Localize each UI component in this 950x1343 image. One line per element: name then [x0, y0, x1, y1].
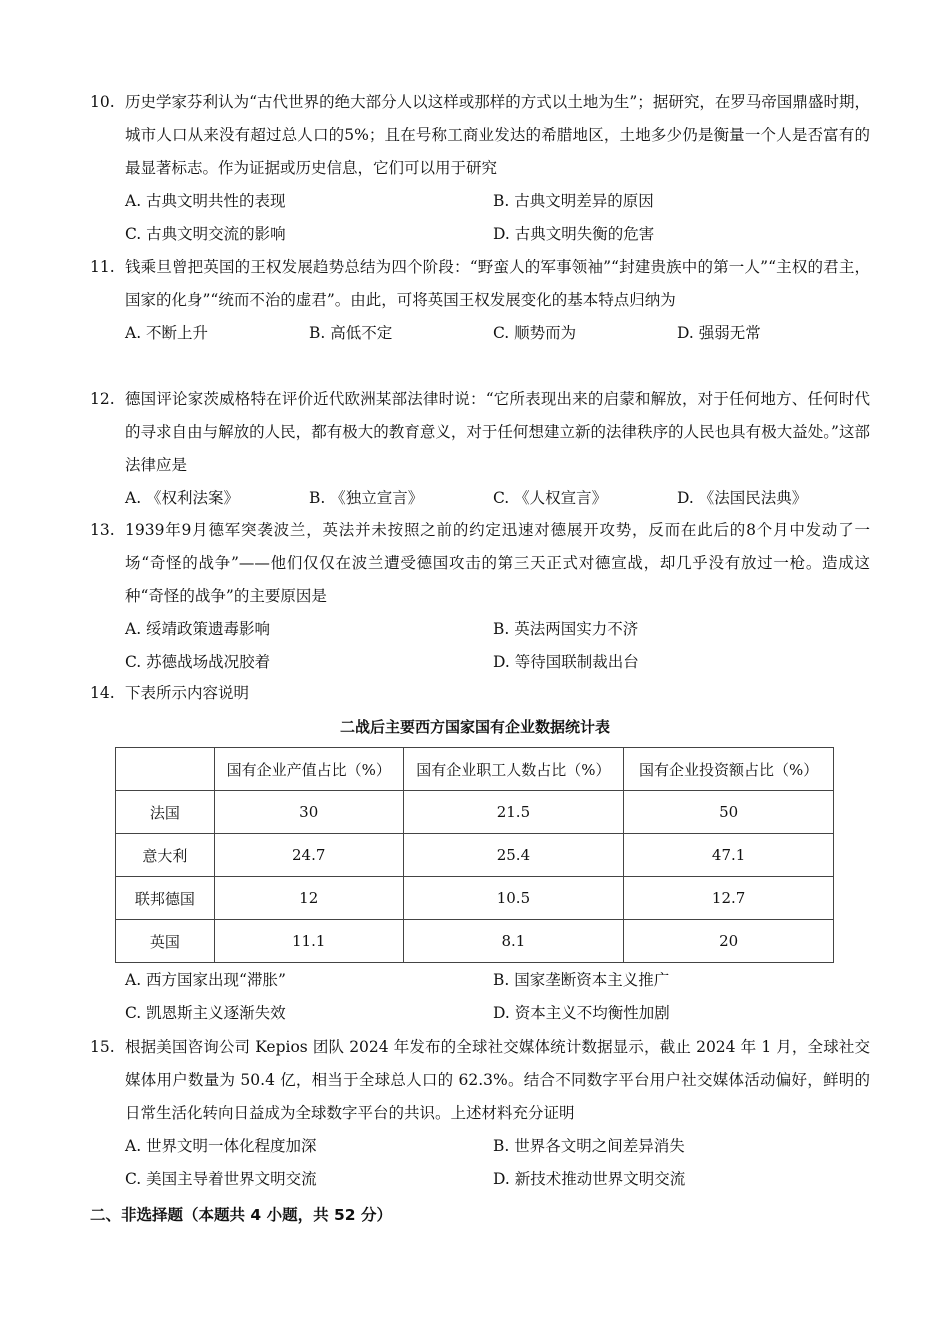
table-header-corner [116, 748, 215, 791]
table-cell-country: 法国 [116, 791, 215, 834]
options-row [125, 317, 870, 350]
table-cell: 24.7 [214, 834, 403, 877]
question-text: 德国评论家茨威格特在评价近代欧洲某部法律时说：“它所表现出来的启蒙和解放，对于任何地方、任何时代的寻求自由与解放的人民，都有极大的教育意义，对于任何想建立新的法律秩序的人民也具有极大益处。”这部法律应是 [125, 390, 870, 474]
option-c: C. 苏德战场战况胶着 [125, 653, 271, 671]
table-cell: 50 [624, 791, 834, 834]
option-b: B. 古典文明差异的原因 [493, 192, 654, 210]
question-text: 下表所示内容说明 [125, 684, 250, 702]
options-row [125, 482, 870, 515]
table-cell: 25.4 [403, 834, 624, 877]
options-row [125, 646, 870, 679]
option-a: A. 古典文明共性的表现 [125, 192, 286, 210]
table-row [116, 920, 834, 963]
table-cell: 8.1 [403, 920, 624, 963]
options-row [125, 964, 870, 997]
table-cell: 20 [624, 920, 834, 963]
table-title: 二战后主要西方国家国有企业数据统计表 [339, 718, 610, 736]
option-a: A. 《权利法案》 [125, 489, 240, 507]
table-cell: 10.5 [403, 877, 624, 920]
table-cell: 30 [214, 791, 403, 834]
option-c: C. 凯恩斯主义逐渐失效 [125, 1004, 286, 1022]
option-b: B. 高低不定 [309, 324, 393, 342]
options-row [125, 185, 870, 218]
option-a: A. 不断上升 [125, 324, 209, 342]
table-cell: 12.7 [624, 877, 834, 920]
options-row [125, 997, 870, 1030]
table-cell: 21.5 [403, 791, 624, 834]
data-table [115, 747, 834, 963]
option-b: B. 《独立宣言》 [309, 489, 424, 507]
option-d: D. 新技术推动世界文明交流 [493, 1170, 686, 1188]
option-d: D. 等待国联制裁出台 [493, 653, 639, 671]
question-14-options [90, 964, 870, 1030]
option-d: D. 强弱无常 [677, 324, 761, 342]
question-text: 1939年9月德军突袭波兰，英法并未按照之前的约定迅速对德展开攻势，反而在此后的8个月中发动了一场“奇怪的战争”——他们仅仅在波兰遭受德国攻击的第三天正式对德宣战，却几乎没有放过一枪。造成这种“奇怪的战争”的主要原因是 [125, 521, 870, 605]
question-text: 历史学家芬利认为“古代世界的绝大部分人以这样或那样的方式以土地为生”；据研究，在罗马帝国鼎盛时期，城市人口从来没有超过总人口的5%；且在号称工商业发达的希腊地区，土地多少仍是衡量一个人是否富有的最显著标志。作为证据或历史信息，它们可以用于研究 [125, 93, 870, 177]
option-a: A. 西方国家出现“滞胀” [125, 971, 286, 989]
table-header: 国有企业产值占比（%） [214, 748, 403, 791]
options-row [125, 1163, 870, 1196]
option-c: C. 顺势而为 [493, 324, 577, 342]
table-row [116, 877, 834, 920]
question-number: 11. [90, 258, 115, 276]
option-d: D. 古典文明失衡的危害 [493, 225, 655, 243]
question-11 [90, 251, 870, 350]
table-cell: 11.1 [214, 920, 403, 963]
question-number: 13. [90, 521, 115, 539]
option-b: B. 世界各文明之间差异消失 [493, 1137, 685, 1155]
question-13 [90, 514, 870, 679]
question-number: 12. [90, 390, 115, 408]
table-cell: 47.1 [624, 834, 834, 877]
option-c: C. 《人权宣言》 [493, 489, 608, 507]
option-b: B. 英法两国实力不济 [493, 620, 639, 638]
option-b: B. 国家垄断资本主义推广 [493, 971, 670, 989]
question-12 [90, 383, 870, 515]
question-10 [90, 86, 870, 251]
section-heading: 二、非选择题（本题共 4 小题，共 52 分） [90, 1206, 392, 1224]
options-row [125, 613, 870, 646]
table-header-row [116, 748, 834, 791]
question-15 [90, 1031, 870, 1196]
option-c: C. 古典文明交流的影响 [125, 225, 286, 243]
option-c: C. 美国主导着世界文明交流 [125, 1170, 317, 1188]
table-header: 国有企业投资额占比（%） [624, 748, 834, 791]
option-d: D. 《法国民法典》 [677, 489, 808, 507]
table-row [116, 834, 834, 877]
question-text: 钱乘旦曾把英国的王权发展趋势总结为四个阶段：“野蛮人的军事领袖”“封建贵族中的第一人”“主权的君主，国家的化身”“统而不治的虚君”。由此，可将英国王权发展变化的基本特点归纳为 [125, 258, 870, 309]
question-number: 14. [90, 684, 115, 702]
table-cell-country: 意大利 [116, 834, 215, 877]
option-a: A. 绥靖政策遗毒影响 [125, 620, 271, 638]
option-d: D. 资本主义不均衡性加剧 [493, 1004, 670, 1022]
table-cell-country: 联邦德国 [116, 877, 215, 920]
table-cell: 12 [214, 877, 403, 920]
table-row [116, 791, 834, 834]
table-cell-country: 英国 [116, 920, 215, 963]
question-number: 15. [90, 1038, 115, 1056]
option-a: A. 世界文明一体化程度加深 [125, 1137, 317, 1155]
options-row [125, 1130, 870, 1163]
table-header: 国有企业职工人数占比（%） [403, 748, 624, 791]
question-number: 10. [90, 93, 115, 111]
question-text: 根据美国咨询公司 Kepios 团队 2024 年发布的全球社交媒体统计数据显示，截止 2024 年 1 月，全球社交媒体用户数量为 50.4 亿，相当于全球总人口的 62.3%。结合不同数字平台用户社交媒体活动偏好，鲜明的日常生活化转向日益成为全球数字平台的共识。上述材料充分证明 [125, 1038, 870, 1122]
question-14 [90, 677, 870, 710]
options-row [125, 218, 870, 251]
